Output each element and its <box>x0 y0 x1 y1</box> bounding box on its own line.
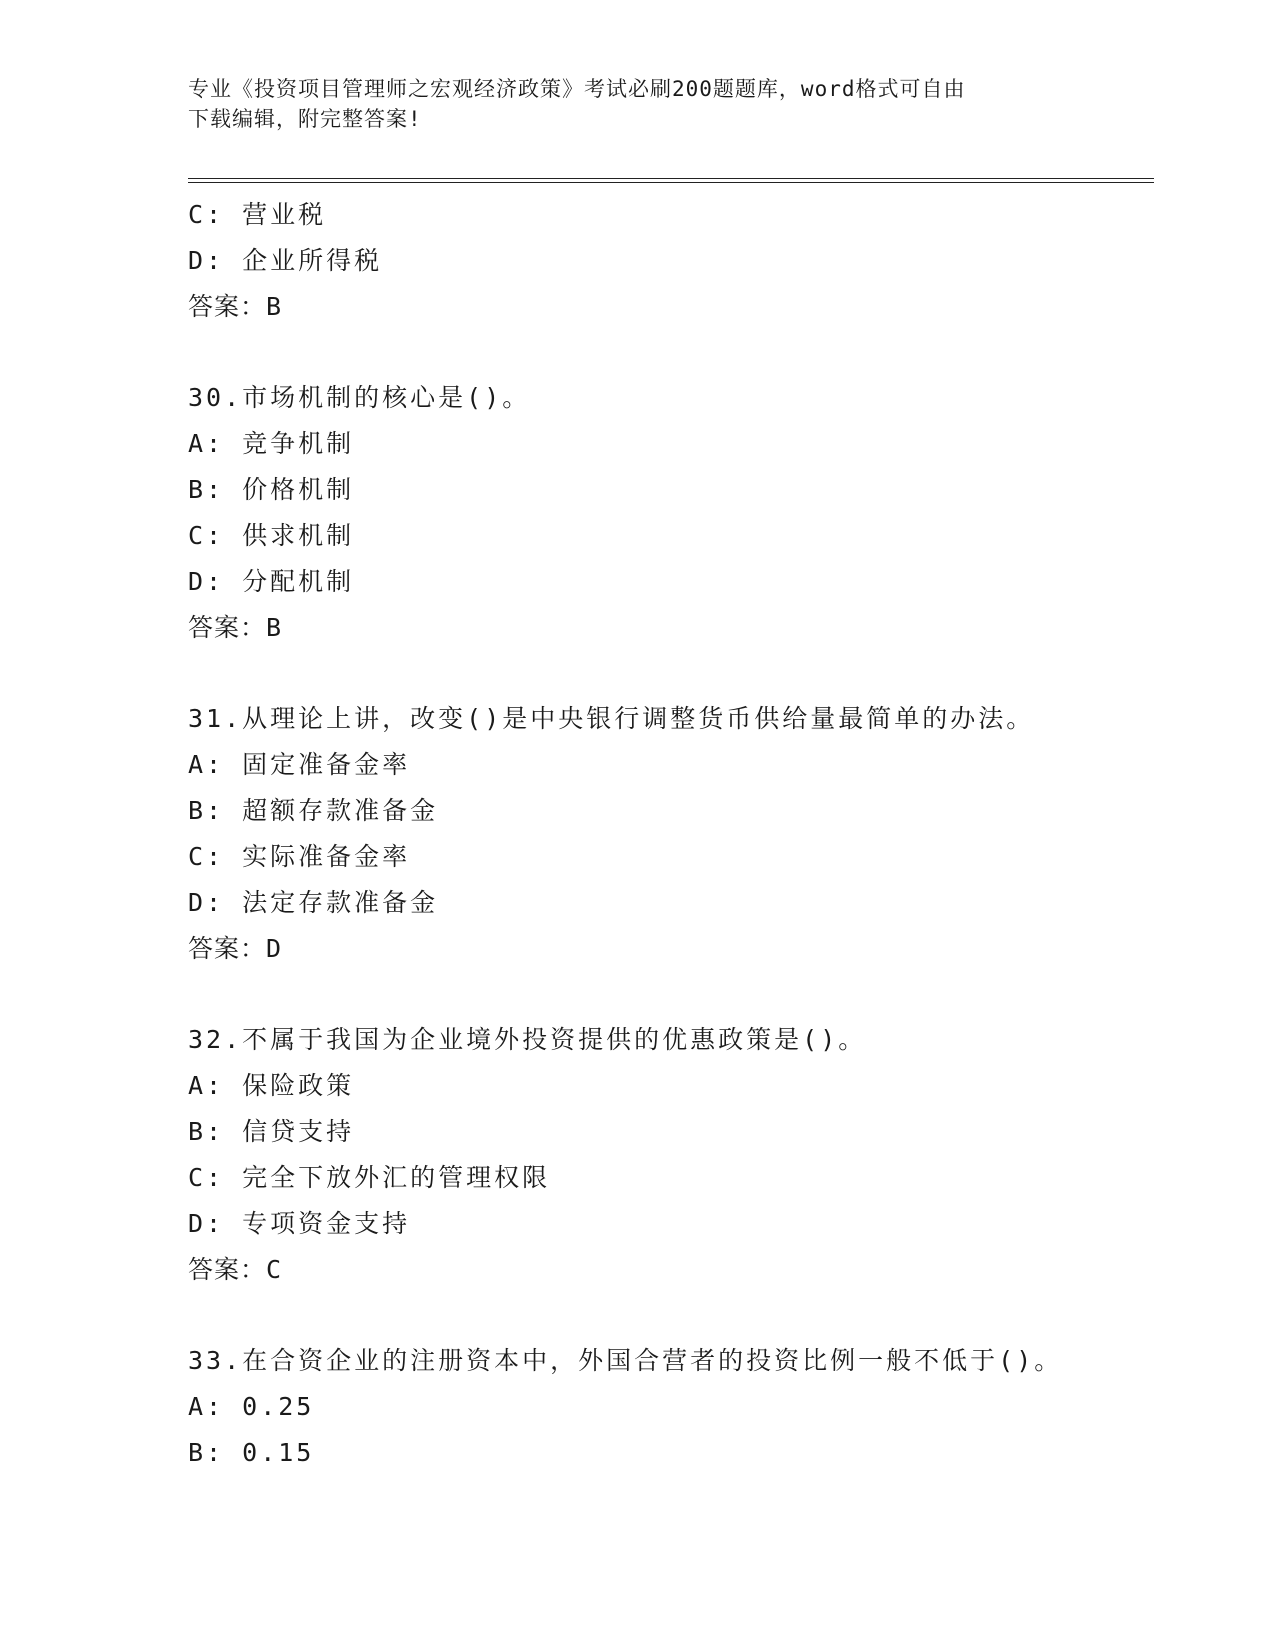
spacer <box>188 651 1148 696</box>
spacer <box>188 330 1148 375</box>
option-d: D: 企业所得税 <box>188 246 383 275</box>
question-stem: 33.在合资企业的注册资本中，外国合营者的投资比例一般不低于()。 <box>188 1346 1063 1375</box>
header-divider <box>188 178 1154 183</box>
question-32 <box>188 1017 1148 1293</box>
option-a: A: 保险政策 <box>188 1071 355 1100</box>
question-33 <box>188 1338 1148 1476</box>
document-header <box>188 74 1068 134</box>
question-stem: 30.市场机制的核心是()。 <box>188 383 531 412</box>
option-c: C: 完全下放外汇的管理权限 <box>188 1163 551 1192</box>
header-line-2: 下载编辑，附完整答案! <box>188 107 422 131</box>
question-stem: 32.不属于我国为企业境外投资提供的优惠政策是()。 <box>188 1025 867 1054</box>
option-a: A: 竞争机制 <box>188 429 355 458</box>
answer-line: 答案：D <box>188 934 283 963</box>
option-d: D: 法定存款准备金 <box>188 888 439 917</box>
question-31 <box>188 696 1148 972</box>
option-b: B: 价格机制 <box>188 475 355 504</box>
option-c: C: 营业税 <box>188 200 327 229</box>
header-line-1: 专业《投资项目管理师之宏观经济政策》考试必刷200题题库，word格式可自由 <box>188 77 966 101</box>
answer-line: 答案：B <box>188 613 283 642</box>
option-b: B: 信贷支持 <box>188 1117 355 1146</box>
option-a: A: 固定准备金率 <box>188 750 411 779</box>
spacer <box>188 1293 1148 1338</box>
question-list <box>188 192 1148 1476</box>
option-c: C: 供求机制 <box>188 521 355 550</box>
option-b: B: 超额存款准备金 <box>188 796 439 825</box>
option-c: C: 实际准备金率 <box>188 842 411 871</box>
option-b: B: 0.15 <box>188 1438 315 1467</box>
option-d: D: 分配机制 <box>188 567 355 596</box>
question-30 <box>188 375 1148 651</box>
option-d: D: 专项资金支持 <box>188 1209 411 1238</box>
answer-line: 答案：B <box>188 292 283 321</box>
answer-line: 答案：C <box>188 1255 283 1284</box>
question-stem: 31.从理论上讲，改变()是中央银行调整货币供给量最简单的办法。 <box>188 704 1035 733</box>
option-a: A: 0.25 <box>188 1392 315 1421</box>
question-continuation <box>188 192 1148 330</box>
spacer <box>188 972 1148 1017</box>
